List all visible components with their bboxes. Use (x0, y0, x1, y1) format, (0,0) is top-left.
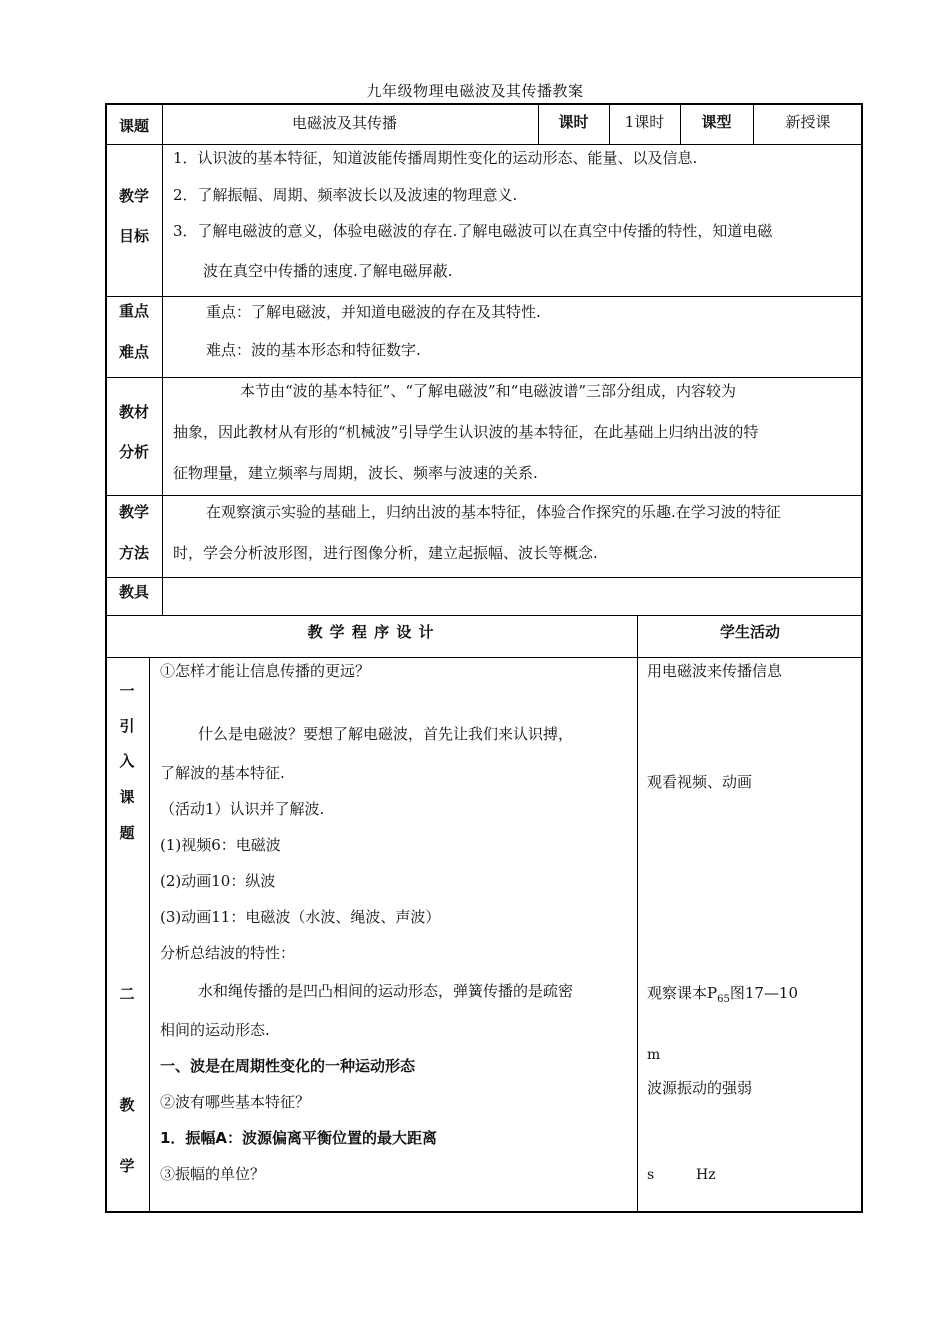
row-divider (105, 144, 863, 145)
document-title: 九年级物理电磁波及其传播教案 (366, 82, 584, 100)
method-label: 方法 (118, 544, 149, 562)
section-label-char: 教 (119, 1096, 135, 1114)
program-heading: 一、波是在周期性变化的一种运动形态 (160, 1057, 416, 1075)
program-line: 相间的运动形态. (160, 1021, 270, 1039)
key-points-label: 难点 (118, 343, 149, 361)
program-line: (3)动画11：电磁波（水波、绳波、声波） (160, 908, 441, 926)
section-label-char: 引 (119, 717, 135, 735)
method-line: 时，学会分析波形图，进行图像分析，建立起振幅、波长等概念. (173, 544, 598, 562)
activity-line: 用电磁波来传播信息 (647, 662, 783, 680)
activity-line (647, 983, 798, 1010)
goal-line: 1．认识波的基本特征，知道波能传播周期性变化的运动形态、能量、以及信息. (173, 149, 698, 167)
row-divider (105, 495, 863, 496)
program-line: (1)视频6：电磁波 (160, 836, 281, 854)
section-label-char: 课 (119, 788, 135, 806)
topic-value: 电磁波及其传播 (292, 114, 398, 132)
activity-header: 学生活动 (719, 623, 780, 641)
activity-line: s (647, 1167, 655, 1183)
program-line: 分析总结波的特性： (160, 944, 296, 962)
activity-line: m (647, 1047, 661, 1063)
goal-line: 3．了解电磁波的意义，体验电磁波的存在.了解电磁波可以在真空中传播的特性，知道电磁 (173, 222, 773, 240)
row-divider (105, 615, 863, 616)
goal-line: 波在真空中传播的速度.了解电磁屏蔽. (203, 262, 453, 280)
tools-label: 教具 (118, 583, 149, 601)
section-label-char: 题 (119, 824, 135, 842)
goal-line: 2．了解振幅、周期、频率波长以及波速的物理意义. (173, 186, 518, 204)
goals-label: 教学 (118, 187, 149, 205)
activity-text: 图17—10 (729, 984, 799, 1002)
method-line: 在观察演示实验的基础上，归纳出波的基本特征，体验合作探究的乐趣.在学习波的特征 (206, 503, 781, 521)
program-line: ②波有哪些基本特征？ (160, 1093, 311, 1111)
program-heading: 1．振幅A：波源偏离平衡位置的最大距离 (160, 1129, 438, 1147)
column-divider (637, 615, 638, 1213)
program-line: 水和绳传播的是凹凸相间的运动形态，弹簧传播的是疏密 (198, 982, 574, 1000)
program-line: (2)动画10：纵波 (160, 872, 276, 890)
activity-text: 观察课本P (647, 984, 718, 1002)
program-header: 教 学 程 序 设 计 (307, 623, 435, 641)
goals-label: 目标 (118, 227, 149, 245)
section-label-char: 学 (119, 1157, 135, 1175)
column-divider (149, 657, 150, 1213)
program-line: ①怎样才能让信息传播的更远？ (160, 662, 371, 680)
row-divider (105, 296, 863, 297)
program-line: （活动1）认识并了解波. (160, 800, 325, 818)
activity-line: 观看视频、动画 (647, 773, 753, 791)
material-line: 征物理量，建立频率与周期，波长、频率与波速的关系. (173, 464, 538, 482)
page-subscript: 65 (717, 994, 730, 1005)
program-line: 了解波的基本特征. (160, 764, 285, 782)
material-label: 分析 (118, 443, 149, 461)
section-label-char: 一 (119, 682, 135, 700)
key-point-line: 难点：波的基本形态和特征数字. (206, 341, 421, 359)
activity-line: 波源振动的强弱 (647, 1079, 753, 1097)
row-divider (105, 657, 863, 658)
type-value: 新授课 (785, 113, 831, 131)
material-line: 抽象，因此教材从有形的“机械波”引导学生认识波的基本特征，在此基础上归纳出波的特 (173, 423, 759, 441)
material-label: 教材 (118, 403, 149, 421)
section-label-char: 二 (119, 985, 135, 1003)
method-label: 教学 (118, 503, 149, 521)
row-divider (105, 377, 863, 378)
hours-label: 课时 (558, 113, 589, 131)
row-divider (105, 577, 863, 578)
key-points-label: 重点 (118, 302, 149, 320)
key-point-line: 重点：了解电磁波，并知道电磁波的存在及其特性. (206, 303, 541, 321)
section-label-char: 入 (119, 752, 135, 770)
topic-label: 课题 (118, 117, 149, 135)
material-line: 本节由“波的基本特征”、“了解电磁波”和“电磁波谱”三部分组成，内容较为 (240, 382, 737, 400)
hours-value: 1课时 (624, 113, 665, 131)
program-line: ③振幅的单位？ (160, 1165, 266, 1183)
activity-line: Hz (696, 1167, 716, 1183)
type-label: 课型 (701, 113, 732, 131)
program-line: 什么是电磁波？要想了解电磁波，首先让我们来认识搏， (198, 725, 574, 743)
